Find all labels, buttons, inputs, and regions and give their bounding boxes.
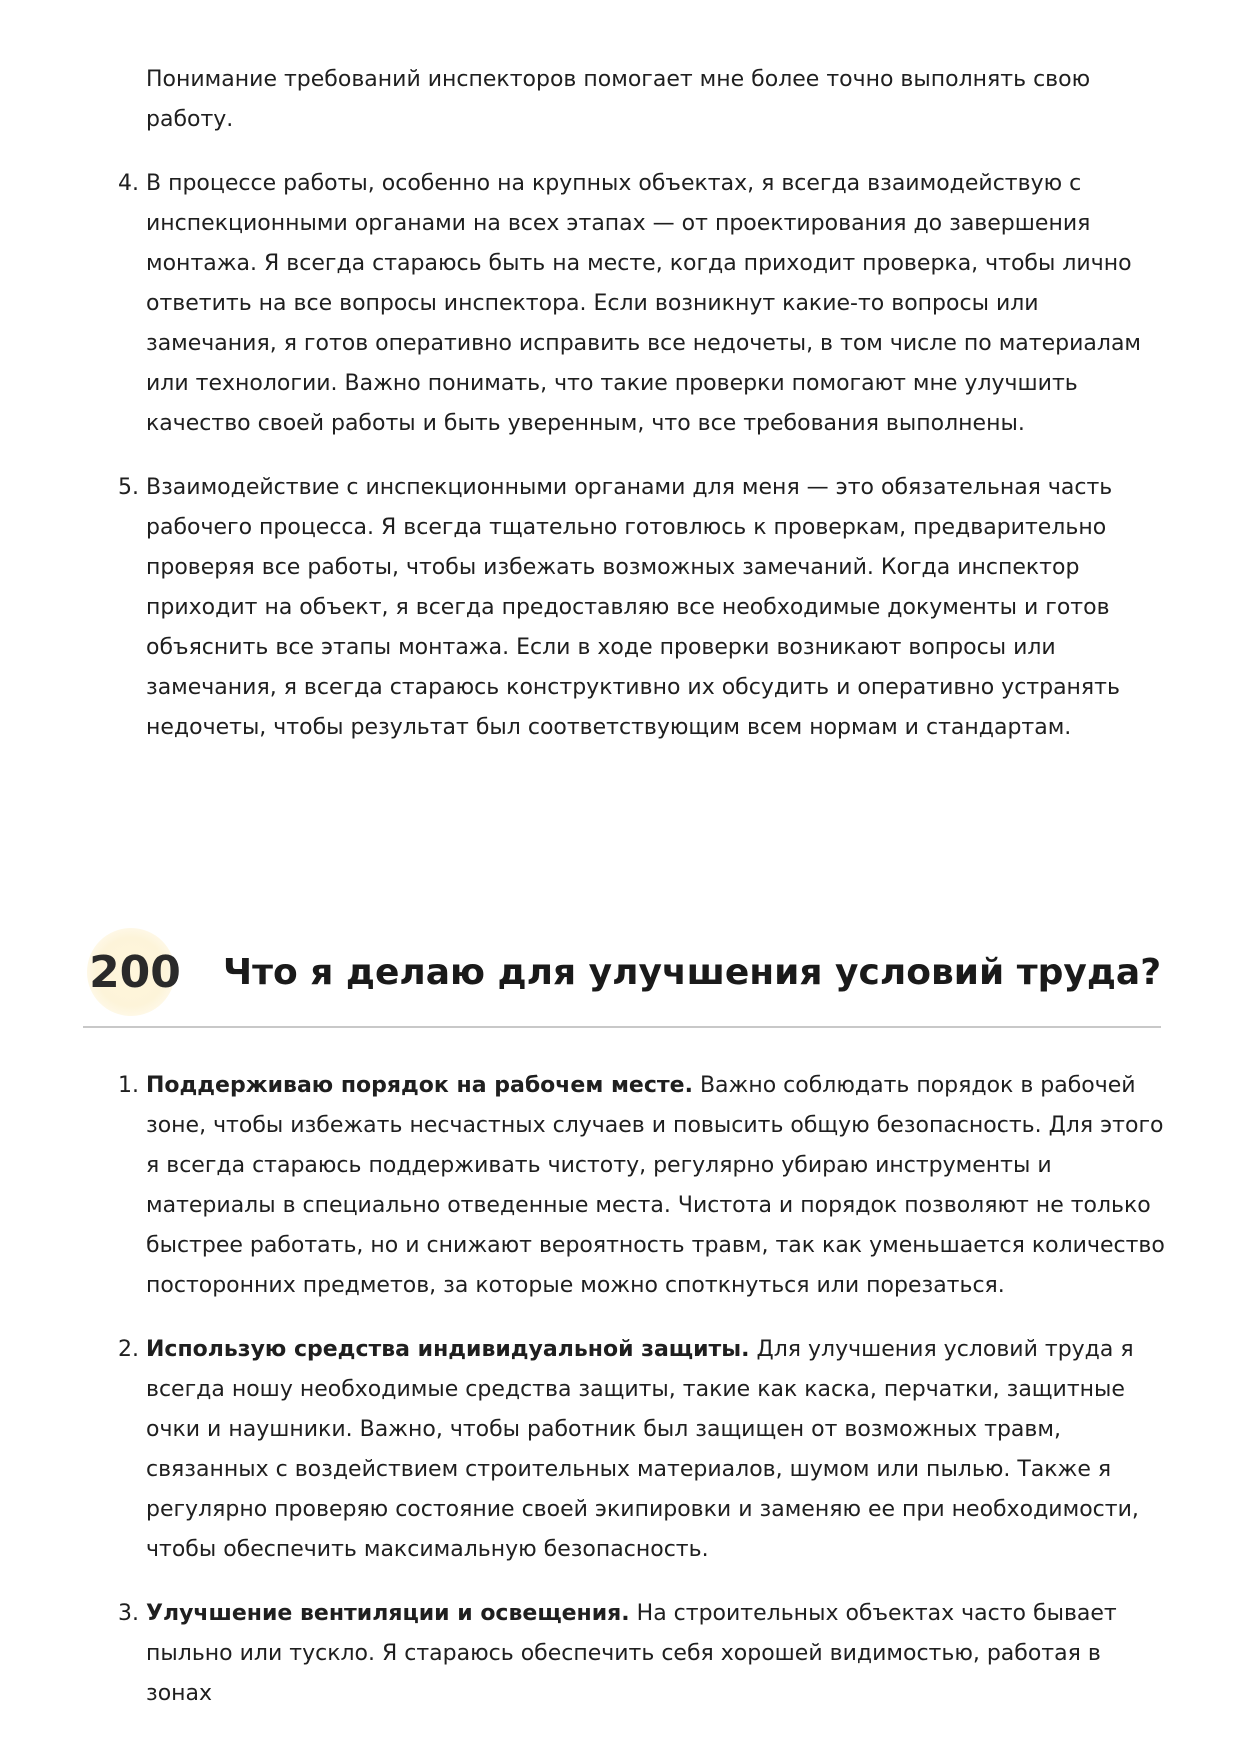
list-item-text: Важно соблюдать порядок в рабочей зоне, чтобы избежать несчастных случаев и повысить общую безопасность. Для этого я всегда стараюсь поддерживать чистоту, регулярно убираю инструменты и материалы в специально отведенные места. Чистота и порядок позволяют не только быстрее работать, но и снижают вероятность травм, так как уменьшается количество посторонних предметов, за которые можно споткнуться или порезаться. [146,1073,1165,1298]
section-header [83,920,1161,1030]
list-item-text: В процессе работы, особенно на крупных объектах, я всегда взаимодействую с инспекционными органами на всех этапах — от проектирования до завершения монтажа. Я всегда стараюсь быть на месте, когда приходит проверка, чтобы лично ответить на все вопросы инспектора. Если возникнут какие-то вопросы или замечания, я готов оперативно исправить все недочеты, в том числе по материалам или технологии. Важно понимать, что такие проверки помогают мне улучшить качество своей работы и быть уверенным, что все требования выполнены. [146,171,1142,436]
list-item-prev-4 [118,164,1166,444]
list-item-body [146,1066,1166,1306]
section-title: Что я делаю для улучшения условий труда? [223,952,1162,993]
list-item-2 [118,1330,1166,1570]
list-number: 3. [118,1601,139,1626]
list-item-text: Для улучшения условий труда я всегда ношу необходимые средства защиты, такие как каска, перчатки, защитные очки и наушники. Важно, чтобы работник был защищен от возможных травм, связанных с воздействием строительных материалов, шумом или пылью. Также я регулярно проверяю состояние своей экипировки и заменяю ее при необходимости, чтобы обеспечить максимальную безопасность. [146,1337,1139,1562]
list-item-body [146,1594,1166,1714]
list-item-text: На строительных объектах часто бывает пыльно или тускло. Я стараюсь обеспечить себя хорошей видимостью, работая в зонах [146,1601,1117,1706]
section-divider [83,1026,1161,1028]
list-item-3 [118,1594,1166,1714]
list-number: 4. [118,171,139,196]
list-item-body [146,1330,1166,1570]
list-item-1 [118,1066,1166,1306]
list-item-lead: Использую средства индивидуальной защиты. [146,1337,750,1362]
list-item-lead: Поддерживаю порядок на рабочем месте. [146,1073,693,1098]
list-item-text: Взаимодействие с инспекционными органами для меня — это обязательная часть рабочего процесса. Я всегда тщательно готовлюсь к проверкам, предварительно проверяя все работы, чтобы избежать возможных замечаний. Когда инспектор приходит на объект, я всегда предоставляю все необходимые документы и готов объяснить все этапы монтажа. Если в ходе проверки возникают вопросы или замечания, я всегда стараюсь конструктивно их обсудить и оперативно устранять недочеты, чтобы результат был соответствующим всем нормам и стандартам. [146,475,1120,740]
list-item-prev-5 [118,468,1166,748]
list-number: 5. [118,475,139,500]
section-number: 200 [89,947,181,998]
list-number: 1. [118,1073,139,1098]
list-number: 2. [118,1337,139,1362]
intro-paragraph: Понимание требований инспекторов помогает мне более точно выполнять свою работу. [146,67,1091,132]
list-item-lead: Улучшение вентиляции и освещения. [146,1601,630,1626]
